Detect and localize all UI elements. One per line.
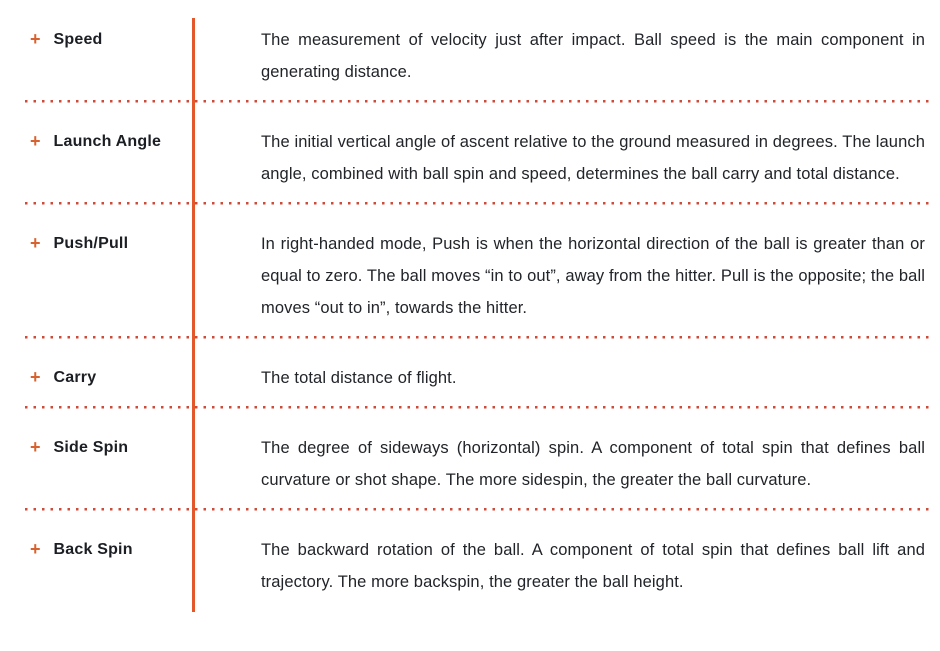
term-cell: [0, 534, 261, 598]
definition-text: The measurement of velocity just after impact. Ball speed is the main component in generating distance.: [261, 31, 925, 81]
glossary-row-side-spin: [0, 409, 940, 508]
glossary-row-launch-angle: [0, 103, 940, 202]
term-cell: [0, 228, 261, 324]
plus-icon: +: [30, 367, 41, 387]
definition-text: The backward rotation of the ball. A component of total spin that defines ball lift and trajectory. The more backspin, the greater the ball height.: [261, 541, 925, 591]
glossary-row-back-spin: [0, 511, 940, 610]
term-cell: [0, 126, 261, 190]
vertical-divider: [192, 18, 195, 612]
definition-text: The initial vertical angle of ascent relative to the ground measured in degrees. The launch angle, combined with ball spin and speed, determines the ball carry and total distance.: [261, 133, 925, 183]
term-label: Side Spin: [53, 439, 129, 456]
term-label: Push/Pull: [53, 235, 129, 252]
plus-icon: +: [30, 437, 41, 457]
term-label: Back Spin: [53, 541, 133, 558]
glossary-row-push-pull: [0, 205, 940, 336]
glossary-row-speed: [0, 1, 940, 100]
glossary-row-carry: [0, 339, 940, 406]
term-cell: [0, 432, 261, 496]
plus-icon: +: [30, 233, 41, 253]
term-label: Carry: [53, 369, 97, 386]
term-label: Launch Angle: [53, 133, 162, 150]
definition-text: The degree of sideways (horizontal) spin. A component of total spin that defines ball curvature or shot shape. The more sidespin, the greater the ball curvature.: [261, 439, 925, 489]
term-label: Speed: [53, 31, 103, 48]
term-cell: [0, 362, 261, 394]
plus-icon: +: [30, 29, 41, 49]
term-cell: [0, 24, 261, 88]
plus-icon: +: [30, 539, 41, 559]
plus-icon: +: [30, 131, 41, 151]
definition-text: In right-handed mode, Push is when the horizontal direction of the ball is greater than or equal to zero. The ball moves “in to out”, away from the hitter. Pull is the opposite; the ball moves “out to in”, towards the hitter.: [261, 235, 925, 317]
definition-text: The total distance of flight.: [261, 369, 457, 387]
